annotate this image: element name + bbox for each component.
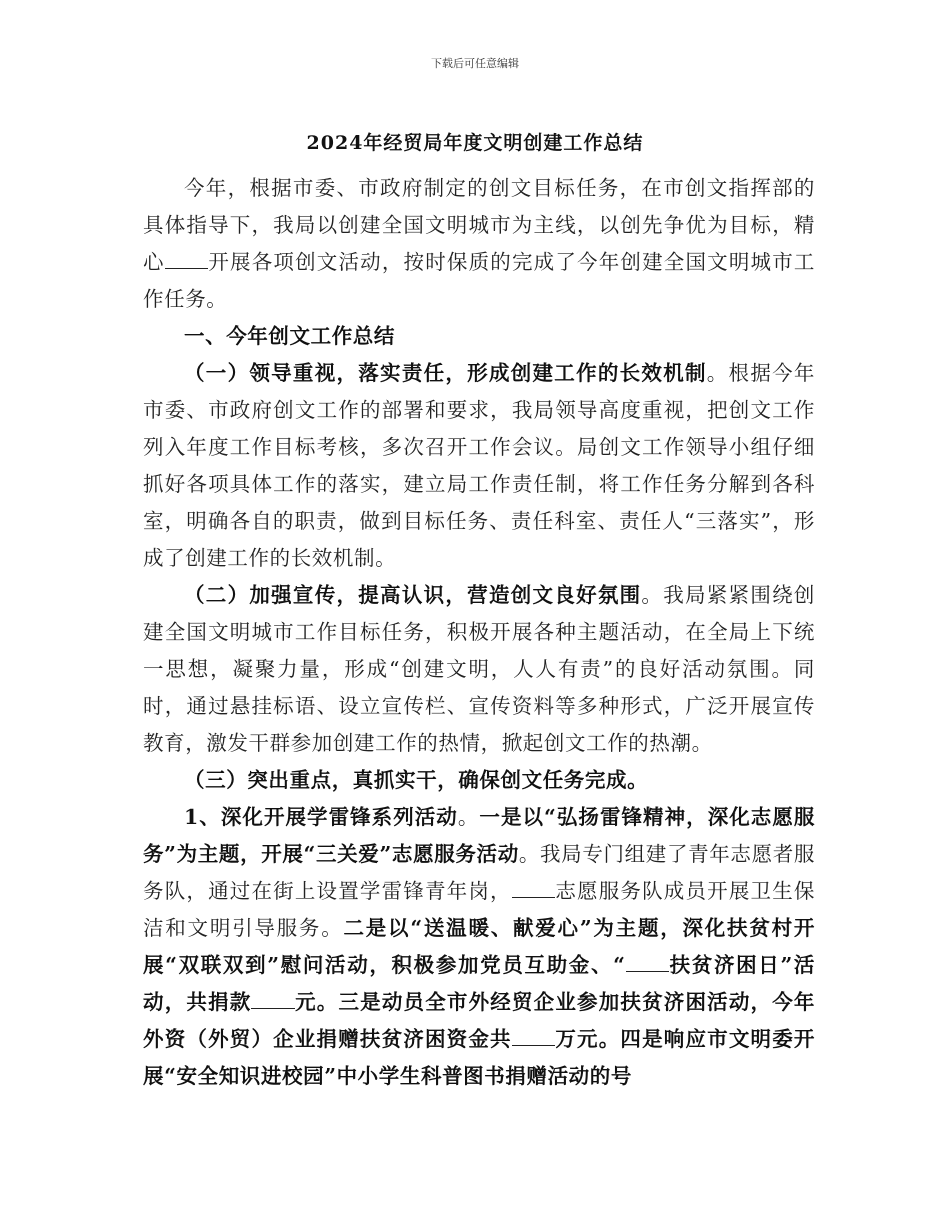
subsection-lead-2: （二）加强宣传，提高认识，营造创文良好氛围 [184, 583, 642, 607]
fill-blank [512, 879, 555, 898]
activity-item-1-lead: 一是以“弘扬雷锋精神，深化志愿服务”为主题，开展“三关爱”志愿服务活动 [143, 805, 815, 866]
activity-title: 1、深化开展学雷锋系列活动 [184, 805, 458, 829]
fill-blank [165, 250, 208, 269]
document-title: 2024年经贸局年度文明创建工作总结 [306, 132, 644, 154]
fill-blank [626, 953, 669, 972]
activity-period: 。 [457, 805, 480, 829]
activity-paragraph [143, 799, 815, 1095]
fill-blank [251, 990, 294, 1009]
activity-item-3: 元。三是动员全市外经贸企业参加扶贫济困活动，今年外资（外贸）企业捐赠扶贫济困资金共 [143, 990, 816, 1051]
intro-text-part2: 开展各项创文活动，按时保质的完成了今年创建全国文明城市工作任务。 [143, 250, 815, 311]
activity-item-2-lead: 二是以“送温暖、献爱心”为主题，深化扶贫村开展“双联双到” [143, 916, 815, 977]
document-body [143, 170, 815, 1095]
subsection-paragraph-2 [143, 577, 815, 762]
intro-text-part1: 今年，根据市委、市政府制定的创文目标任务，在市创文指挥部的具体指导下，我局以创建全国文明城市为主线，以创先争优为目标，精心 [143, 176, 815, 274]
subsection-heading-3: （三）突出重点，真抓实干，确保创文任务完成。 [184, 768, 649, 792]
subsection-body-2: 。我局紧紧围绕创建全国文明城市工作目标任务，积极开展各种主题活动，在全局上下统一思想，凝聚力量，形成“创建文明，人人有责”的良好活动氛围。同时，通过悬挂标语、设立宣传栏、宣传资料等多种形式，广泛开展宣传教育，激发干群参加创建工作的热情，掀起创文工作的热潮。 [143, 583, 815, 755]
activity-item-2-body: 慰问活动，积极参加党员互助金、“ [279, 953, 626, 977]
fill-blank [512, 1027, 555, 1046]
activity-item-4: 万元。四是响应市文明委开展“安全知识进校园”中小学生科普图书捐赠活动的号 [143, 1027, 816, 1088]
subsection-lead-1: （一）领导重视，落实责任，形成创建工作的长效机制 [184, 361, 707, 385]
activity-item-1-body-cont: 志愿服务队成员开展卫生保洁和文明引导服务。 [143, 879, 816, 940]
section-heading-1: 一、今年创文工作总结 [184, 324, 395, 348]
activity-item-1-body: 。我局专门组建了青年志愿者服务队，通过在街上设置学雷锋青年岗， [143, 842, 815, 903]
activity-item-2-body-cont: 扶贫济困日”活动，共捐款 [143, 953, 815, 1014]
intro-paragraph [143, 170, 815, 318]
page-header-note: 下载后可任意编辑 [431, 57, 519, 70]
subsection-body-1: 。根据今年市委、市政府创文工作的部署和要求，我局领导高度重视，把创文工作列入年度工作目标考核，多次召开工作会议。局创文工作领导小组仔细抓好各项具体工作的落实，建立局工作责任制，将工作任务分解到各科室，明确各自的职责，做到目标任务、责任科室、责任人“三落实”，形成了创建工作的长效机制。 [143, 361, 815, 570]
subsection-paragraph-1 [143, 355, 815, 577]
